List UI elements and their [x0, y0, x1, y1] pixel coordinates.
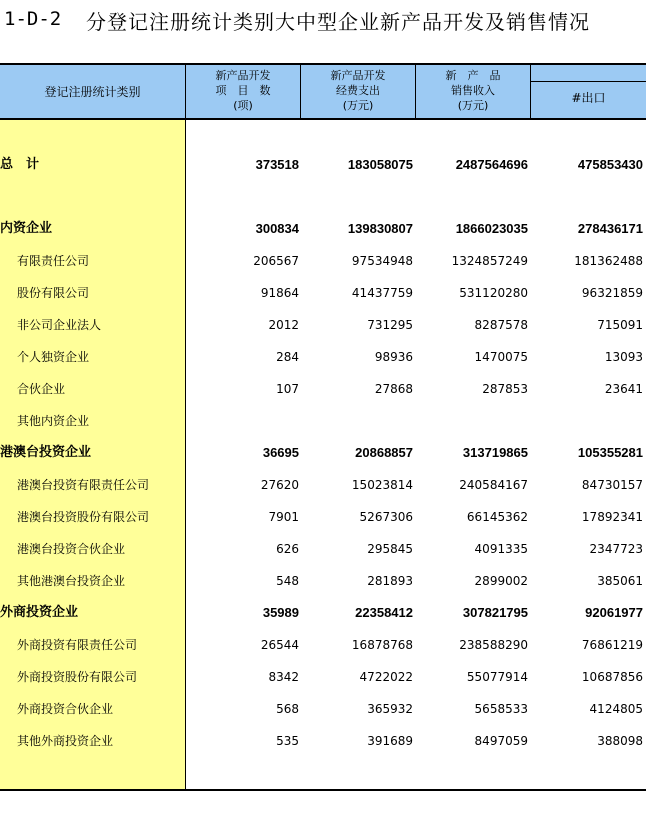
- row-value-4: 4124805: [589, 702, 643, 716]
- row-value-1: 300834: [255, 221, 299, 236]
- row-value-2: 281893: [367, 574, 413, 588]
- row-value-1: 36695: [262, 445, 299, 460]
- header-col-dev-expense: 新产品开发 经费支出 (万元): [330, 69, 386, 112]
- row-label: 股份有限公司: [17, 286, 90, 300]
- data-table: [0, 63, 646, 791]
- row-value-3: 287853: [482, 382, 528, 396]
- table-bottom-rule: [0, 789, 646, 791]
- row-label: 个人独资企业: [17, 350, 90, 364]
- row-value-2: 365932: [367, 702, 413, 716]
- row-value-2: 20868857: [355, 445, 413, 460]
- row-value-1: 8342: [268, 670, 299, 684]
- row-value-2: 22358412: [355, 605, 413, 620]
- row-value-3: 5658533: [474, 702, 528, 716]
- row-value-4: 2347723: [589, 542, 643, 556]
- row-value-1: 548: [276, 574, 299, 588]
- row-value-1: 568: [276, 702, 299, 716]
- table-row: [0, 378, 646, 400]
- report-title-code: 1-D-2: [4, 8, 62, 30]
- row-value-1: 284: [276, 350, 299, 364]
- row-value-3: 4091335: [474, 542, 528, 556]
- row-value-1: 7901: [268, 510, 299, 524]
- row-label: 外商投资有限责任公司: [17, 638, 138, 652]
- row-value-4: 17892341: [581, 510, 643, 524]
- row-value-2: 41437759: [351, 286, 413, 300]
- row-label: 港澳台投资股份有限公司: [17, 510, 150, 524]
- table-row: [0, 570, 646, 592]
- row-value-3: 240584167: [459, 478, 528, 492]
- row-label: 外商投资合伙企业: [17, 702, 114, 716]
- row-value-4: 715091: [597, 318, 643, 332]
- row-value-2: 295845: [367, 542, 413, 556]
- row-value-3: 1470075: [474, 350, 528, 364]
- row-value-2: 97534948: [351, 254, 413, 268]
- row-value-1: 91864: [260, 286, 299, 300]
- row-value-4: 181362488: [574, 254, 643, 268]
- table-row: [0, 346, 646, 368]
- row-value-1: 535: [276, 734, 299, 748]
- row-value-3: 8497059: [474, 734, 528, 748]
- row-label: 外商投资股份有限公司: [17, 670, 138, 684]
- row-label: 港澳台投资有限责任公司: [17, 478, 150, 492]
- row-value-1: 27620: [260, 478, 299, 492]
- row-value-1: 26544: [260, 638, 299, 652]
- row-value-3: 307821795: [462, 605, 528, 620]
- table-row: [0, 410, 646, 432]
- row-value-4: 385061: [597, 574, 643, 588]
- row-label: 港澳台投资企业: [0, 445, 92, 460]
- row-value-4: 84730157: [581, 478, 643, 492]
- row-label: 内资企业: [0, 221, 53, 236]
- row-label: 其他外商投资企业: [17, 734, 114, 748]
- header-col-export: #出口: [571, 91, 606, 105]
- row-value-4: 105355281: [577, 445, 643, 460]
- row-value-3: 238588290: [459, 638, 528, 652]
- row-value-3: 55077914: [466, 670, 528, 684]
- table-row: [0, 666, 646, 688]
- row-value-2: 27868: [374, 382, 413, 396]
- row-value-2: 4722022: [359, 670, 413, 684]
- row-value-1: 107: [276, 382, 299, 396]
- table-row: [0, 282, 646, 304]
- table-row: [0, 730, 646, 752]
- row-value-1: 35989: [262, 605, 299, 620]
- table-row: [0, 218, 646, 240]
- row-label: 外商投资企业: [0, 605, 79, 620]
- row-value-4: 388098: [597, 734, 643, 748]
- table-row: [0, 506, 646, 528]
- row-value-1: 626: [276, 542, 299, 556]
- row-value-3: 1866023035: [455, 221, 528, 236]
- row-value-2: 15023814: [351, 478, 413, 492]
- row-value-4: 13093: [604, 350, 643, 364]
- table-row: [0, 442, 646, 464]
- table-row: [0, 698, 646, 720]
- row-label: 总 计: [0, 157, 40, 172]
- row-value-3: 1324857249: [451, 254, 528, 268]
- row-value-2: 5267306: [359, 510, 413, 524]
- row-value-3: 313719865: [462, 445, 528, 460]
- row-value-4: 475853430: [577, 157, 643, 172]
- row-value-4: 10687856: [581, 670, 643, 684]
- row-value-2: 98936: [374, 350, 413, 364]
- table-row: [0, 250, 646, 272]
- row-label: 其他内资企业: [17, 414, 90, 428]
- report-title: 分登记注册统计类别大中型企业新产品开发及销售情况: [86, 10, 590, 34]
- row-value-4: 92061977: [585, 605, 643, 620]
- row-value-3: 2487564696: [455, 157, 528, 172]
- row-value-2: 139830807: [347, 221, 413, 236]
- row-label: 其他港澳台投资企业: [17, 574, 126, 588]
- table-row: [0, 634, 646, 656]
- row-value-3: 66145362: [466, 510, 528, 524]
- row-value-4: 278436171: [577, 221, 643, 236]
- export-subheader-rule: [530, 81, 646, 82]
- row-label: 有限责任公司: [17, 254, 90, 268]
- row-value-1: 2012: [268, 318, 299, 332]
- header-stub: 登记注册统计类别: [44, 85, 141, 99]
- row-value-1: 206567: [253, 254, 299, 268]
- table-row: [0, 474, 646, 496]
- table-row: [0, 538, 646, 560]
- row-value-2: 731295: [367, 318, 413, 332]
- row-value-2: 16878768: [351, 638, 413, 652]
- table-row: [0, 154, 646, 176]
- table-row: [0, 602, 646, 624]
- row-label: 非公司企业法人: [17, 318, 102, 332]
- row-value-3: 2899002: [474, 574, 528, 588]
- table-row: [0, 314, 646, 336]
- row-value-4: 23641: [604, 382, 643, 396]
- row-value-4: 76861219: [581, 638, 643, 652]
- header-col-sales-revenue: 新 产 品 销售收入 (万元): [445, 69, 501, 112]
- row-value-2: 183058075: [347, 157, 413, 172]
- row-value-4: 96321859: [581, 286, 643, 300]
- row-value-3: 8287578: [474, 318, 528, 332]
- row-value-3: 531120280: [459, 286, 528, 300]
- row-label: 港澳台投资合伙企业: [17, 542, 126, 556]
- row-value-2: 391689: [367, 734, 413, 748]
- header-col-project-count: 新产品开发 项 目 数 (项): [215, 69, 271, 112]
- table-header-rule: [0, 118, 646, 120]
- row-value-1: 373518: [255, 157, 299, 172]
- row-label: 合伙企业: [17, 382, 66, 396]
